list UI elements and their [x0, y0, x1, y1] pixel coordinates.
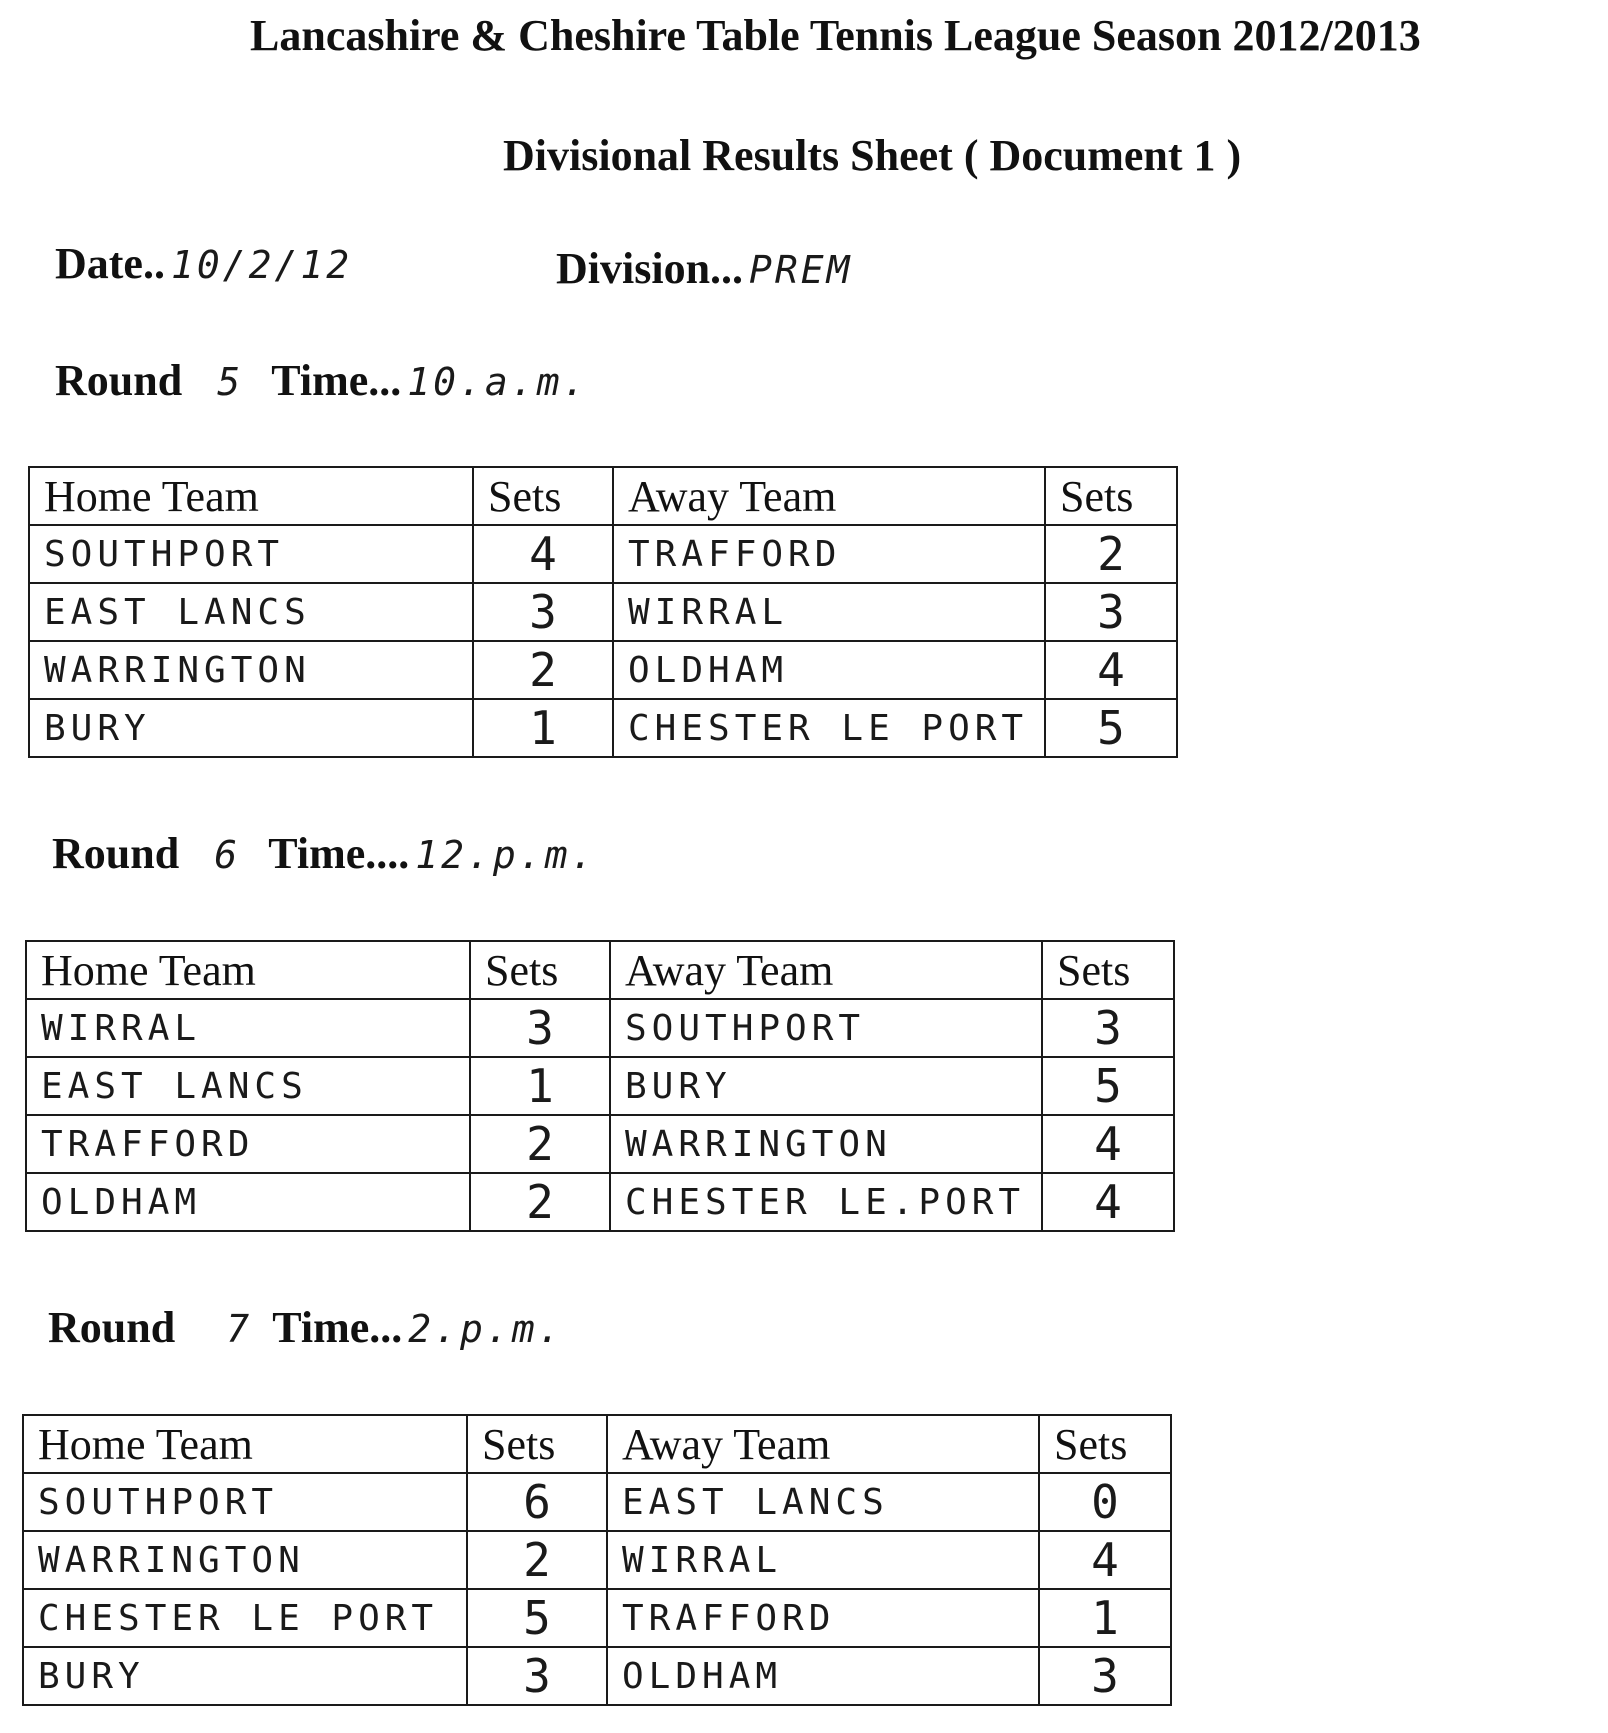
away-team: CHESTER LE.PORT	[610, 1173, 1042, 1231]
table-row	[29, 525, 1177, 583]
home-team: TRAFFORD	[26, 1115, 470, 1173]
home-sets-header: Sets	[470, 941, 610, 999]
home-sets: 1	[470, 1057, 610, 1115]
home-team: WARRINGTON	[23, 1531, 467, 1589]
home-team: SOUTHPORT	[29, 525, 473, 583]
away-team: TRAFFORD	[613, 525, 1045, 583]
away-team: BURY	[610, 1057, 1042, 1115]
away-sets: 4	[1042, 1115, 1174, 1173]
home-team: OLDHAM	[26, 1173, 470, 1231]
table-header-row	[23, 1415, 1171, 1473]
home-team: SOUTHPORT	[23, 1473, 467, 1531]
table-row	[26, 999, 1174, 1057]
away-team: WIRRAL	[607, 1531, 1039, 1589]
away-sets: 5	[1045, 699, 1177, 757]
table-row	[23, 1473, 1171, 1531]
away-sets: 3	[1042, 999, 1174, 1057]
round-label: Round	[52, 829, 180, 878]
round-6-line	[52, 828, 596, 879]
document-subtitle: Divisional Results Sheet ( Document 1 )	[503, 131, 1242, 180]
table-header-row	[26, 941, 1174, 999]
round-7-line	[48, 1302, 564, 1353]
home-sets: 3	[470, 999, 610, 1057]
division-label: Division...	[556, 244, 744, 293]
away-sets: 3	[1039, 1647, 1171, 1705]
away-sets: 2	[1045, 525, 1177, 583]
away-team-header: Away Team	[610, 941, 1042, 999]
home-sets: 3	[467, 1647, 607, 1705]
division-value: PREM	[749, 248, 853, 292]
table-row	[29, 583, 1177, 641]
round-5-line	[55, 355, 588, 406]
away-sets: 4	[1045, 641, 1177, 699]
table-row	[29, 699, 1177, 757]
home-sets: 5	[467, 1589, 607, 1647]
home-team-header: Home Team	[29, 467, 473, 525]
time-value: 12.p.m.	[415, 833, 597, 877]
results-table-round-5	[28, 466, 1178, 758]
home-team: EAST LANCS	[26, 1057, 470, 1115]
table-row	[26, 1057, 1174, 1115]
home-team: BURY	[23, 1647, 467, 1705]
round-number: 7	[226, 1307, 253, 1351]
away-team: OLDHAM	[607, 1647, 1039, 1705]
table-row	[26, 1173, 1174, 1231]
away-sets: 0	[1039, 1473, 1171, 1531]
home-team: WARRINGTON	[29, 641, 473, 699]
away-team: TRAFFORD	[607, 1589, 1039, 1647]
home-sets: 2	[470, 1173, 610, 1231]
home-team: WIRRAL	[26, 999, 470, 1057]
home-sets: 2	[470, 1115, 610, 1173]
document-title: Lancashire & Cheshire Table Tennis League Season 2012/2013	[250, 11, 1421, 60]
table-row	[23, 1589, 1171, 1647]
date-label: Date..	[55, 239, 165, 288]
away-sets: 4	[1039, 1531, 1171, 1589]
home-team-header: Home Team	[26, 941, 470, 999]
home-sets: 4	[473, 525, 613, 583]
away-sets-header: Sets	[1045, 467, 1177, 525]
home-sets: 2	[473, 641, 613, 699]
home-sets: 1	[473, 699, 613, 757]
home-sets: 6	[467, 1473, 607, 1531]
time-label: Time...	[271, 356, 402, 405]
home-sets-header: Sets	[467, 1415, 607, 1473]
table-row	[23, 1531, 1171, 1589]
table-header-row	[29, 467, 1177, 525]
away-sets-header: Sets	[1042, 941, 1174, 999]
results-table-round-7	[22, 1414, 1172, 1706]
home-team: EAST LANCS	[29, 583, 473, 641]
away-team: CHESTER LE PORT	[613, 699, 1045, 757]
division-line	[556, 243, 853, 294]
home-team: BURY	[29, 699, 473, 757]
round-label: Round	[48, 1303, 176, 1352]
date-line	[55, 238, 352, 289]
away-team: EAST LANCS	[607, 1473, 1039, 1531]
away-team: WIRRAL	[613, 583, 1045, 641]
away-sets: 4	[1042, 1173, 1174, 1231]
table-row	[26, 1115, 1174, 1173]
home-sets-header: Sets	[473, 467, 613, 525]
away-team-header: Away Team	[607, 1415, 1039, 1473]
round-label: Round	[55, 356, 183, 405]
time-value: 2.p.m.	[408, 1307, 564, 1351]
date-value: 10/2/12	[170, 243, 353, 287]
away-sets: 1	[1039, 1589, 1171, 1647]
table-row	[23, 1647, 1171, 1705]
away-team: SOUTHPORT	[610, 999, 1042, 1057]
round-number: 5	[217, 360, 244, 404]
time-label: Time....	[268, 829, 410, 878]
home-team-header: Home Team	[23, 1415, 467, 1473]
time-value: 10.a.m.	[407, 360, 589, 404]
results-table-round-6	[25, 940, 1175, 1232]
away-sets-header: Sets	[1039, 1415, 1171, 1473]
away-team: WARRINGTON	[610, 1115, 1042, 1173]
home-team: CHESTER LE PORT	[23, 1589, 467, 1647]
away-sets: 3	[1045, 583, 1177, 641]
round-number: 6	[214, 833, 241, 877]
time-label: Time...	[272, 1303, 403, 1352]
home-sets: 3	[473, 583, 613, 641]
away-team-header: Away Team	[613, 467, 1045, 525]
home-sets: 2	[467, 1531, 607, 1589]
away-team: OLDHAM	[613, 641, 1045, 699]
table-row	[29, 641, 1177, 699]
away-sets: 5	[1042, 1057, 1174, 1115]
